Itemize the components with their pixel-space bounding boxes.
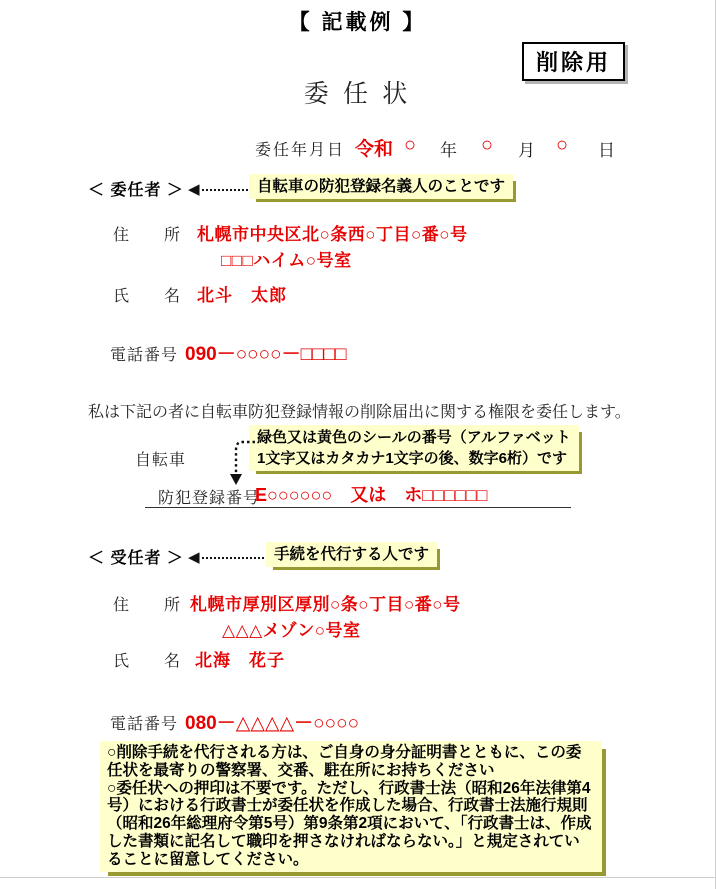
delegator-callout: 自転車の防犯登録名義人のことです bbox=[249, 174, 513, 199]
registration-sticker-callout bbox=[249, 425, 579, 471]
date-label: 委任年月日 bbox=[255, 142, 346, 159]
day-placeholder-circle: ○ bbox=[556, 134, 569, 156]
year-placeholder-circle: ○ bbox=[404, 134, 417, 156]
delegate-callout: 手続を代行する人です bbox=[266, 542, 437, 567]
registration-underline bbox=[145, 507, 571, 508]
curved-down-arrow-icon bbox=[222, 432, 256, 488]
dotted-leader-line bbox=[202, 557, 264, 559]
delegation-sentence: 私は下記の者に自転車防犯登録情報の削除届出に関する権限を委任します。 bbox=[88, 404, 631, 421]
delegator-address-line1: 札幌市中央区北○条西○丁目○番○号 bbox=[197, 225, 468, 244]
delegator-heading: ＜ 委任者 ＞ bbox=[88, 182, 184, 199]
registration-sticker-callout-line2: 1文字又はカタカナ1文字の後、数字6桁）です bbox=[257, 450, 568, 467]
era-value: 令和 bbox=[355, 139, 394, 160]
deletion-use-stamp: 削除用 bbox=[522, 42, 625, 81]
note-paragraph-2: ○委任状への押印は不要です。ただし、行政書士法（昭和26年法律第4号）における行政書士が委任状を作成した場合、行政書士法施行規則（昭和26年総理府令第5号）第9条第2項において、「行政書士は、作成した書類に記名して職印を押さなければならない。」と規定されていることに留意してください。 bbox=[107, 779, 592, 868]
registration-number-value: E○○○○○○ 又は ホ□□□□□□ bbox=[255, 485, 488, 505]
delegate-address-label: 住 所 bbox=[113, 597, 182, 614]
page-bottom-edge bbox=[0, 877, 715, 878]
delegator-name-label: 氏 名 bbox=[113, 288, 182, 305]
delegator-phone-value: 090－○○○○－□□□□ bbox=[185, 344, 347, 365]
delegator-name-value: 北斗 太郎 bbox=[197, 286, 287, 305]
bicycle-label: 自転車 bbox=[135, 452, 187, 469]
registration-number-label: 防犯登録番号 bbox=[158, 490, 261, 507]
left-arrowhead-icon: ◀ bbox=[188, 550, 200, 566]
delegate-name-value: 北海 花子 bbox=[195, 651, 285, 670]
delegate-address-line2: △△△メゾン○号室 bbox=[222, 621, 361, 640]
delegator-address-label: 住 所 bbox=[113, 227, 182, 244]
month-placeholder-circle: ○ bbox=[481, 134, 494, 156]
document-title: 委 任 状 bbox=[303, 81, 412, 108]
day-unit: 日 bbox=[598, 141, 615, 160]
delegate-phone-value: 080－△△△△－○○○○ bbox=[185, 713, 360, 734]
dotted-leader-line bbox=[202, 189, 248, 191]
delegate-address-line1: 札幌市厚別区厚別○条○丁目○番○号 bbox=[190, 595, 461, 614]
instructions-note-box bbox=[100, 741, 602, 872]
delegate-name-label: 氏 名 bbox=[113, 653, 182, 670]
left-arrowhead-icon: ◀ bbox=[188, 182, 200, 198]
delegator-address-line2: □□□ハイム○号室 bbox=[221, 251, 352, 270]
registration-sticker-callout-line1: 緑色又は黄色のシールの番号（アルファベット bbox=[257, 429, 571, 446]
example-header-label: 【 記載例 】 bbox=[288, 11, 427, 34]
delegate-phone-label: 電話番号 bbox=[110, 716, 179, 733]
delegator-phone-label: 電話番号 bbox=[110, 347, 179, 364]
month-unit: 月 bbox=[518, 141, 535, 160]
year-unit: 年 bbox=[440, 141, 457, 160]
delegate-heading: ＜ 受任者 ＞ bbox=[88, 550, 184, 567]
note-paragraph-1: ○削除手続を代行される方は、ご自身の身分証明書とともに、この委任状を最寄りの警察署、交番、駐在所にお持ちください bbox=[107, 744, 582, 779]
